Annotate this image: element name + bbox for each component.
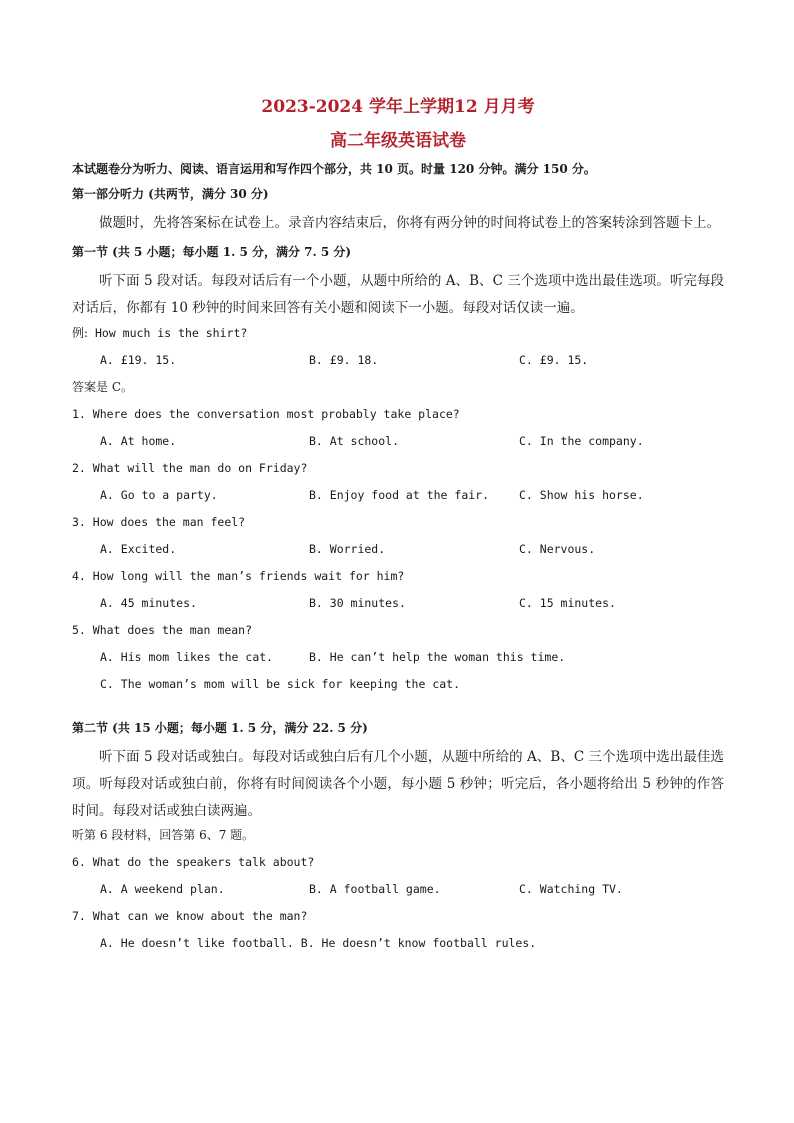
example-options xyxy=(72,351,724,369)
q3-option-a: A. Excited. xyxy=(100,542,177,556)
question-2: 2. What will the man do on Friday? xyxy=(72,461,308,475)
material-6-note: 听第 6 段材料，回答第 6、7 题。 xyxy=(72,828,255,842)
question-3: 3. How does the man feel? xyxy=(72,515,246,529)
question-5: 5. What does the man mean? xyxy=(72,623,253,637)
question-5-options-ab xyxy=(72,648,724,666)
question-2-options xyxy=(72,486,724,504)
exam-intro: 本试题卷分为听力、阅读、语言运用和写作四个部分，共 10 页。时量 120 分钟。满分 150 分。 xyxy=(72,162,596,176)
q6-option-c: C. Watching TV. xyxy=(519,882,623,896)
q6-option-b: B. A football game. xyxy=(309,882,441,896)
q1-option-a: A. At home. xyxy=(100,434,177,448)
question-3-options xyxy=(72,540,724,558)
question-6-options xyxy=(72,880,724,898)
spacer xyxy=(72,702,724,719)
q5-option-b: B. He can’t help the woman this time. xyxy=(309,650,566,664)
part1-heading: 第一部分听力 (共两节，满分 30 分) xyxy=(72,187,269,201)
q7-options-ab: A. He doesn’t like football. B. He doesn’t know football rules. xyxy=(100,936,537,950)
q5-option-c: C. The woman’s mom will be sick for keeping the cat. xyxy=(100,677,461,691)
example-answer: 答案是 C。 xyxy=(72,380,133,394)
q4-option-a: A. 45 minutes. xyxy=(100,596,197,610)
exam-page xyxy=(72,96,724,961)
example-question-text: How much is the shirt? xyxy=(94,326,248,340)
part1-instruction: 做题时，先将答案标在试卷上。录音内容结束后，你将有两分钟的时间将试卷上的答案转涂到答题卡上。 xyxy=(99,215,720,231)
q3-option-c: C. Nervous. xyxy=(519,542,596,556)
q4-option-c: C. 15 minutes. xyxy=(519,596,616,610)
example-question xyxy=(72,324,724,342)
section1-heading: 第一节 (共 5 小题；每小题 1. 5 分，满分 7. 5 分) xyxy=(72,245,352,259)
question-1-options xyxy=(72,432,724,450)
section2-instruction: 听下面 5 段对话或独白。每段对话或独白后有几个小题，从题中所给的 A、B、C 三个选项中选出最佳选项。听每段对话或独白前，你将有时间阅读各个小题，每小题 5 秒钟；听完后，各小题将给出 5 秒钟的作答时间。每段对话或独白读两遍。 xyxy=(72,749,724,819)
q2-option-b: B. Enjoy food at the fair. xyxy=(309,488,490,502)
question-6: 6. What do the speakers talk about? xyxy=(72,855,315,869)
q2-option-c: C. Show his horse. xyxy=(519,488,644,502)
example-option-a: A. £19. 15. xyxy=(100,353,177,367)
question-4-options xyxy=(72,594,724,612)
q1-option-b: B. At school. xyxy=(309,434,400,448)
q5-option-a: A. His mom likes the cat. xyxy=(100,650,274,664)
question-4: 4. How long will the man’s friends wait for him? xyxy=(72,569,405,583)
question-1: 1. Where does the conversation most probably take place? xyxy=(72,407,460,421)
exam-subtitle: 高二年级英语试卷 xyxy=(330,131,466,151)
q4-option-b: B. 30 minutes. xyxy=(309,596,406,610)
q6-option-a: A. A weekend plan. xyxy=(100,882,225,896)
exam-title: 2023-2024 学年上学期12 月月考 xyxy=(261,97,535,117)
example-option-b: B. £9. 18. xyxy=(309,353,379,367)
question-7: 7. What can we know about the man? xyxy=(72,909,308,923)
section1-instruction: 听下面 5 段对话。每段对话后有一个小题，从题中所给的 A、B、C 三个选项中选出最佳选项。听完每段对话后，你都有 10 秒钟的时间来回答有关小题和阅读下一小题。每段对话仅读一遍。 xyxy=(72,273,724,316)
example-label: 例: xyxy=(72,326,89,340)
section2-heading: 第二节 (共 15 小题；每小题 1. 5 分，满分 22. 5 分) xyxy=(72,721,368,735)
q2-option-a: A. Go to a party. xyxy=(100,488,218,502)
example-option-c: C. £9. 15. xyxy=(519,353,589,367)
q1-option-c: C. In the company. xyxy=(519,434,644,448)
q3-option-b: B. Worried. xyxy=(309,542,386,556)
